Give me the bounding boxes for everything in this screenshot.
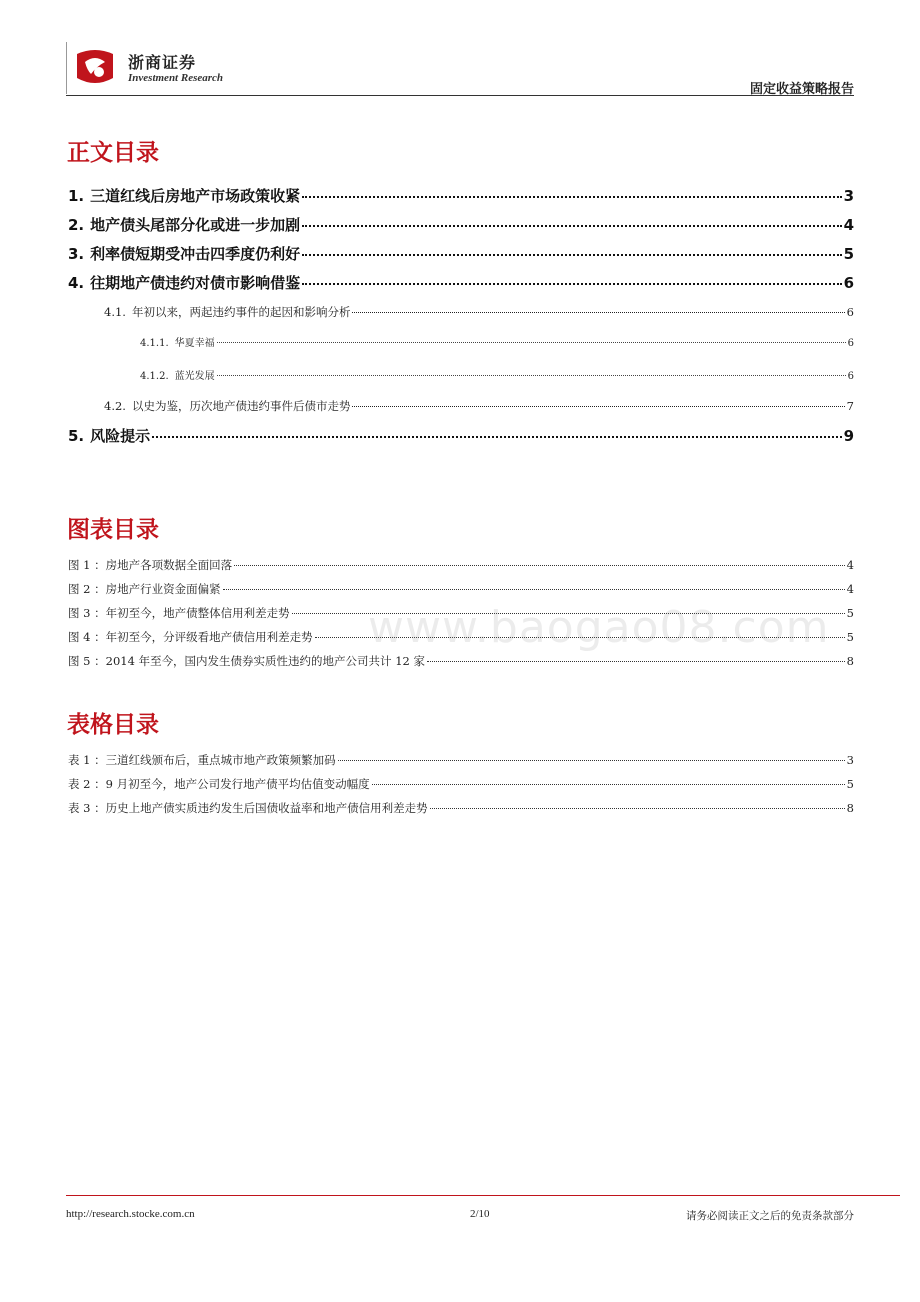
footer-url[interactable]: http://research.stocke.com.cn [66,1208,195,1220]
toc-item-4[interactable] [68,272,854,293]
leader-dots [372,784,845,785]
toc-title: 正文目录 [67,140,159,166]
leader-dots [352,312,844,313]
figure-item-5[interactable] [68,653,854,669]
toc-item-page: 6 [847,371,854,382]
figure-item-num: 图 1 ： [68,558,106,572]
toc-item-num: 2. [68,216,85,234]
toc-item-4-1-1[interactable] [140,334,854,349]
toc-item-label: 三道红线后房地产市场政策收紧 [90,187,301,205]
figure-item-page: 4 [846,558,854,572]
watermark: www.baogao08.com [368,602,830,653]
report-type: 固定收益策略报告 [749,82,854,97]
leader-dots [217,375,846,376]
table-item-label: 三道红线颁布后，重点城市地产政策频繁加码 [105,753,336,767]
toc-item-1[interactable] [68,185,854,206]
toc-item-label: 往期地产债违约对债市影响借鉴 [90,274,301,292]
table-item-2[interactable] [68,776,854,792]
toc-item-page: 3 [843,187,854,205]
tables-title: 表格目录 [67,712,159,738]
toc-item-num: 4.1.2. [140,371,169,382]
toc-item-num: 4.1.1. [140,338,169,349]
footer-divider [66,1195,900,1196]
page-number: 2/10 [470,1208,490,1220]
table-item-1[interactable] [68,752,854,768]
toc-item-label: 蓝光发展 [174,371,215,382]
toc-item-3[interactable] [68,243,854,264]
figure-item-label: 房地产行业资金面偏紧 [105,582,221,596]
leader-dots [338,760,845,761]
leader-dots [152,436,841,438]
toc-item-page: 7 [846,399,854,413]
brand-logo-icon [73,48,117,88]
figure-item-num: 图 2 ： [68,582,106,596]
figure-item-2[interactable] [68,581,854,597]
figure-item-page: 8 [846,654,854,668]
toc-item-num: 3. [68,245,85,263]
toc-item-num: 4.2. [104,399,126,413]
leader-dots [302,283,841,285]
toc-item-num: 4. [68,274,85,292]
figure-item-label: 年初至今，地产债整体信用利差走势 [105,606,290,620]
leader-dots [352,406,844,407]
leader-dots [430,808,845,809]
toc-item-page: 6 [846,305,854,319]
toc-item-page: 5 [843,245,854,263]
table-item-3[interactable] [68,800,854,816]
toc-item-num: 1. [68,187,85,205]
disclaimer-note: 请务必阅读正文之后的免责条款部分 [686,1210,854,1222]
leader-dots [427,661,845,662]
table-item-label: 历史上地产债实质违约发生后国债收益率和地产债信用利差走势 [105,801,428,815]
figure-item-label: 2014 年至今，国内发生债券实质性违约的地产公司共计 12 家 [105,654,426,668]
toc-item-page: 6 [843,274,854,292]
table-item-label: 9 月初至今，地产公司发行地产债平均估值变动幅度 [105,777,370,791]
figure-item-1[interactable] [68,557,854,573]
figure-item-num: 图 3 ： [68,606,106,620]
toc-item-num: 5. [68,427,85,445]
figure-item-num: 图 5 ： [68,654,106,668]
leader-dots [302,196,841,198]
toc-item-label: 利率债短期受冲击四季度仍利好 [90,245,301,263]
toc-item-4-2[interactable] [104,398,854,414]
toc-item-label: 风险提示 [90,427,151,445]
toc-item-label: 年初以来，两起违约事件的起因和影响分析 [131,305,351,319]
toc-item-label: 以史为鉴，历次地产债违约事件后债市走势 [131,399,351,413]
table-item-num: 表 2 ： [68,777,106,791]
figure-item-label: 房地产各项数据全面回落 [105,558,233,572]
toc-item-page: 6 [847,338,854,349]
logo [66,42,123,94]
figure-item-page: 5 [846,606,854,620]
figure-item-page: 5 [846,630,854,644]
toc-item-page: 9 [843,427,854,445]
table-item-num: 表 3 ： [68,801,106,815]
table-item-page: 3 [846,753,854,767]
figure-item-num: 图 4 ： [68,630,106,644]
leader-dots [302,254,841,256]
leader-dots [223,589,845,590]
toc-item-num: 4.1. [104,305,126,319]
toc-item-page: 4 [843,216,854,234]
brand-name-en: Investment Research [128,72,224,84]
toc-item-4-1[interactable] [104,304,854,320]
toc-item-2[interactable] [68,214,854,235]
toc-item-label: 地产债头尾部分化或进一步加剧 [90,216,301,234]
toc-item-label: 华夏幸福 [174,338,215,349]
leader-dots [217,342,846,343]
toc-item-4-1-2[interactable] [140,367,854,382]
table-item-page: 8 [846,801,854,815]
header-divider [66,95,854,96]
figures-title: 图表目录 [67,517,159,543]
table-item-num: 表 1 ： [68,753,106,767]
toc-item-5[interactable] [68,425,854,446]
figure-item-page: 4 [846,582,854,596]
leader-dots [302,225,841,227]
brand-name-cn: 浙商证券 [128,53,197,72]
figure-item-label: 年初至今，分评级看地产债信用利差走势 [105,630,313,644]
table-item-page: 5 [846,777,854,791]
leader-dots [234,565,845,566]
